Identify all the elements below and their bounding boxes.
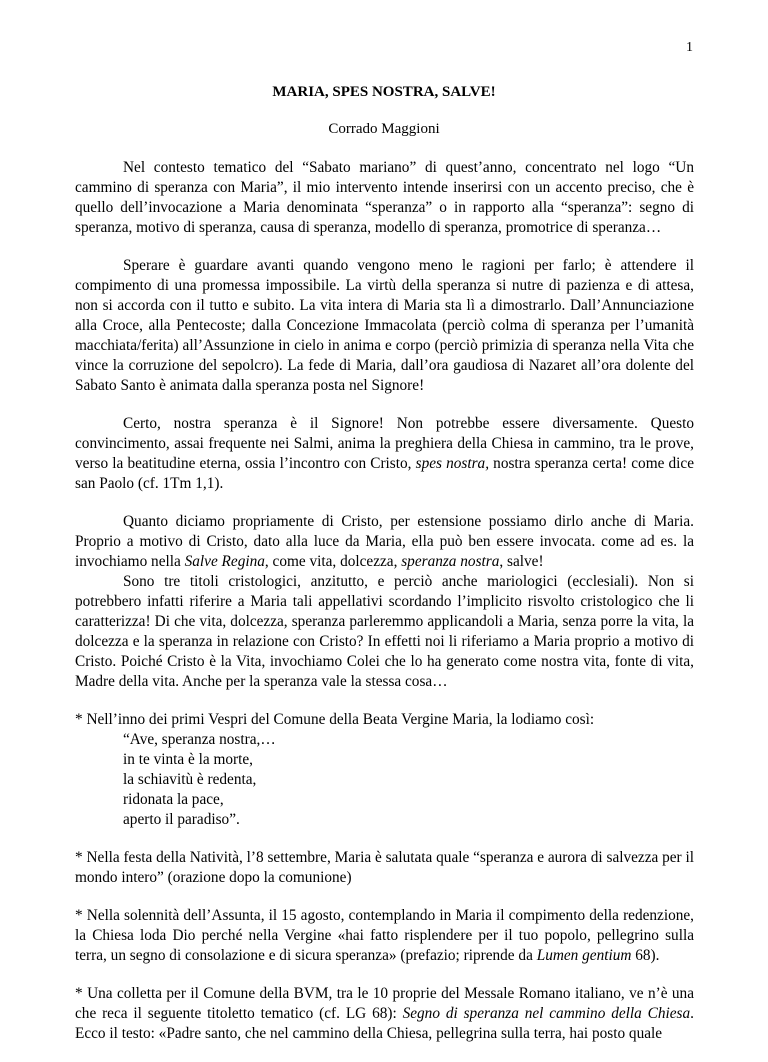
hymn-line: la schiavitù è redenta, bbox=[123, 771, 257, 788]
hymn-line: “Ave, speranza nostra,… bbox=[123, 731, 276, 748]
paragraph-nativita: * Nella festa della Natività, l’8 settembre, Maria è salutata quale “speranza e aurora di salvezza per il mondo intero” (orazione dopo la comunione) bbox=[75, 849, 694, 886]
paragraph-titoli: Sono tre titoli cristologici, anzitutto, e perciò anche mariologici (ecclesiali). Non si potrebbero infatti riferire a Maria tali appellativi scordando l’implicito risvolto cristologico che li caratterizza! Di che vita, dolcezza, speranza parleremmo applicandoli a Maria, senza porre la vita, la dolcezza e la speranza in relazione con Cristo? In effetti noi li riferiamo a Maria proprio a motivo di Cristo. Poiché Cristo è la Vita, invochiamo Colei che lo ha generato come nostra vita, fonte di vita, Madre della vita. Anche per la speranza vale la stessa cosa… bbox=[75, 573, 694, 690]
hymn-intro: * Nell’inno dei primi Vespri del Comune della Beata Vergine Maria, la lodiamo così: bbox=[75, 711, 595, 728]
hymn-block bbox=[75, 710, 694, 830]
hymn-line: ridonata la pace, bbox=[123, 791, 224, 808]
hymn-line: in te vinta è la morte, bbox=[123, 751, 253, 768]
paragraph-intro: Nel contesto tematico del “Sabato mariano” di quest’anno, concentrato nel logo “Un cammino di speranza con Maria”, il mio intervento intende inserirsi con un accento preciso, che è quello dell’invocazione a Maria denominata “speranza” o in rapporto alla “speranza”: segno di speranza, motivo di speranza, causa di speranza, modello di speranza, promotrice di speranza… bbox=[75, 159, 694, 236]
paragraph-signore: Certo, nostra speranza è il Signore! Non potrebbe essere diversamente. Questo convincimento, assai frequente nei Salmi, anima la preghiera della Chiesa in cammino, tra le prove, verso la beatitudine eterna, ossia l’incontro con Cristo, spes nostra, nostra speranza certa! come dice san Paolo (cf. 1Tm 1,1). bbox=[75, 415, 694, 492]
document-body bbox=[75, 158, 694, 1062]
document-title: MARIA, SPES NOSTRA, SALVE! bbox=[272, 84, 496, 100]
page-number: 1 bbox=[686, 40, 693, 55]
paragraph-assunta: * Nella solennità dell’Assunta, il 15 agosto, contemplando in Maria il compimento della redenzione, la Chiesa loda Dio perché nella Vergine «hai fatto risplendere per il tuo popolo, pellegrino sulla terra, un segno di consolazione e di sicura speranza» (prefazio; riprende da Lumen gentium 68). bbox=[75, 907, 694, 964]
paragraph-cristo: Quanto diciamo propriamente di Cristo, per estensione possiamo dirlo anche di Maria. Proprio a motivo di Cristo, dato alla luce da Maria, ella può ben essere invocata. come ad es. la invochiamo nella Salve Regina, come vita, dolcezza, speranza nostra, salve! bbox=[75, 513, 694, 570]
hymn-line: aperto il paradiso”. bbox=[123, 811, 240, 828]
paragraph-sperare: Sperare è guardare avanti quando vengono meno le ragioni per farlo; è attendere il compimento di una promessa impossibile. La virtù della speranza si nutre di pazienza e di attesa, non si accorda con il tutto e subito. La vita intera di Maria sta lì a dimostrarlo. Dall’Annunciazione alla Croce, alla Pentecoste; dalla Concezione Immacolata (perciò colma di speranza per l’umanità macchiata/ferita) all’Assunzione in cielo in anima e corpo (perciò primizia di speranza nella Vita che vince la corruzione del sepolcro). La fede di Maria, dall’ora gaudiosa di Nazaret all’ora dolente del Sabato Santo è animata dalla speranza posta nel Signore! bbox=[75, 257, 694, 394]
paragraph-colletta: * Una colletta per il Comune della BVM, tra le 10 proprie del Messale Romano italiano, ve n’è una che reca il seguente titoletto tematico (cf. LG 68): Segno di speranza nel cammino della Chiesa. Ecco il testo: «Padre santo, che nel cammino della Chiesa, pellegrina sulla terra, hai posto quale bbox=[75, 985, 694, 1042]
author-name: Corrado Maggioni bbox=[328, 121, 440, 137]
